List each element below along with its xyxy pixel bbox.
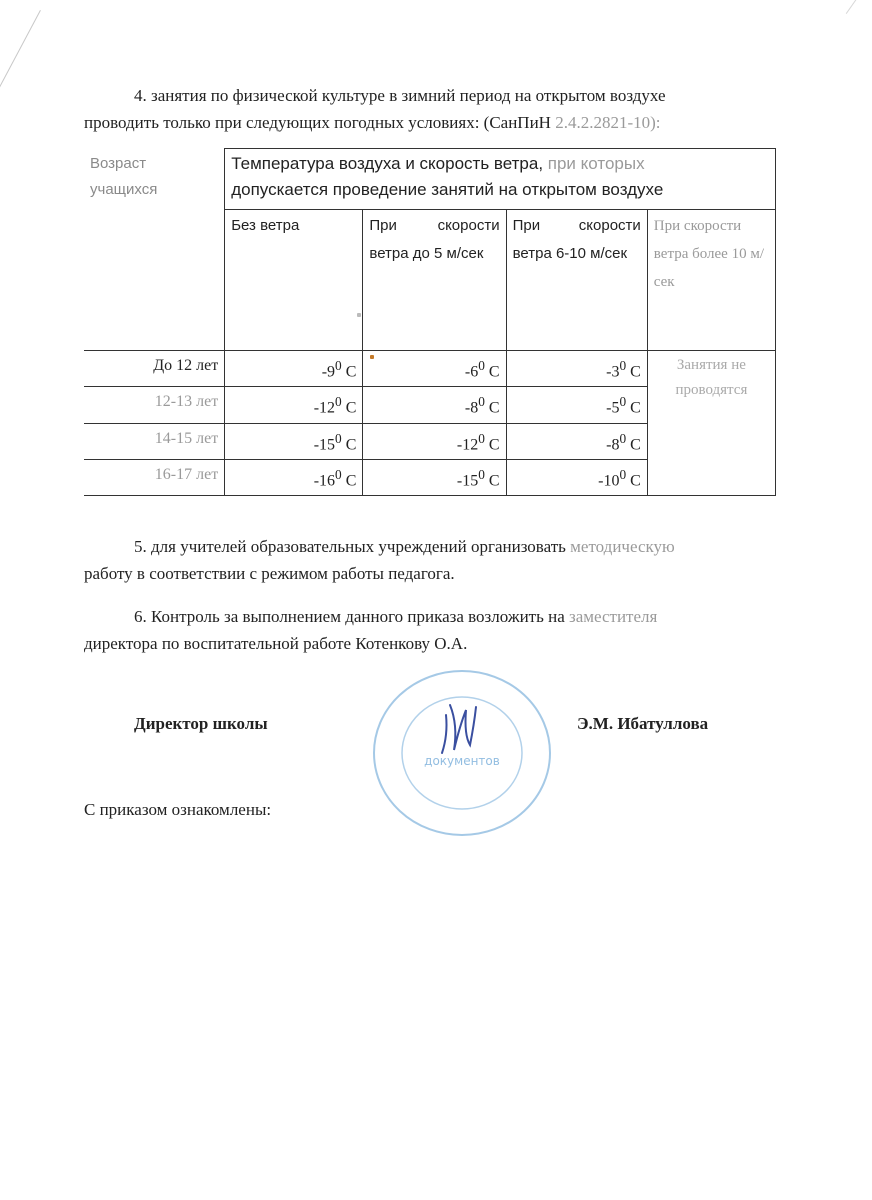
item-4-line2: проводить только при следующих погодных условиях: (СанПиН [84, 113, 551, 132]
item-4-paragraph [84, 82, 796, 136]
temp-wind-6-10 [506, 351, 647, 387]
temp-value: -15 [456, 472, 479, 490]
temp-value: -10 [598, 472, 620, 490]
sub-header-wind-6-10-label: При скорости ветра 6-10 м/сек [512, 217, 641, 262]
temp-wind-6-10 [506, 423, 647, 459]
weather-conditions-table [84, 148, 776, 496]
item-6-line2: директора по воспитательной работе Котенкову О.А. [84, 634, 468, 653]
temp-value: -15 [313, 435, 336, 453]
temperature-header-faded: при которых [543, 154, 645, 173]
age-label: 16-17 лет [154, 465, 219, 483]
temp-value: -6 [464, 363, 479, 381]
no-classes-line1: Занятия не [676, 357, 746, 373]
temp-wind-up-to-5 [363, 423, 506, 459]
unit: С [626, 472, 641, 490]
item-5-line1-faded: методическую [565, 537, 675, 556]
temperature-header-main: Температура воздуха и скорость ветра, [231, 154, 544, 173]
sub-header-wind-up-to-5-label: При скорости ветра до 5 м/сек [369, 217, 500, 262]
age-cell [84, 459, 225, 495]
temp-wind-up-to-5 [363, 387, 506, 423]
sub-header-wind-6-10 [506, 210, 647, 351]
director-name: Э.М. Ибатуллова [577, 714, 709, 733]
item-4-line1: 4. занятия по физической культуре в зимний период на открытом воздухе [134, 86, 666, 105]
sub-header-wind-over-10-label: При скорости ветра более 10 м/сек [653, 218, 764, 290]
temp-value: -3 [606, 363, 620, 381]
degree-sup: 0 [335, 394, 342, 410]
age-cell [84, 387, 225, 423]
unit: С [626, 363, 641, 381]
item-5-line1: 5. для учителей образовательных учреждений организовать [134, 537, 566, 556]
temp-no-wind [225, 351, 363, 387]
temp-value: -16 [313, 472, 336, 490]
degree-sup: 0 [478, 358, 485, 373]
unit: С [484, 399, 500, 417]
age-header-line1: Возраст [90, 154, 147, 172]
scan-speck [357, 313, 361, 317]
item-6-paragraph [84, 603, 796, 657]
degree-sup: 0 [335, 430, 342, 446]
director-title: Директор школы [134, 714, 268, 733]
scan-speck [370, 355, 374, 359]
temp-no-wind [225, 387, 363, 423]
age-cell [84, 351, 225, 387]
item-6-line1: 6. Контроль за выполнением данного приказа возложить на [134, 607, 565, 626]
unit: С [484, 363, 500, 381]
age-header-cell [84, 149, 225, 351]
unit: С [484, 472, 500, 490]
age-label: 12-13 лет [154, 393, 219, 411]
degree-sup: 0 [619, 430, 627, 446]
sub-header-wind-up-to-5 [363, 210, 506, 351]
no-classes-cell [647, 351, 775, 496]
degree-sup: 0 [478, 430, 485, 446]
sub-header-no-wind [225, 210, 363, 351]
item-5-paragraph [84, 533, 796, 587]
unit: С [484, 435, 500, 453]
degree-sup: 0 [619, 358, 627, 373]
temp-wind-6-10 [506, 387, 647, 423]
item-5-line2: работу в соответствии с режимом работы педагога. [84, 564, 455, 583]
stamp-text: документов [424, 754, 500, 768]
handwritten-signature [442, 705, 476, 753]
sub-header-wind-over-10 [647, 210, 775, 351]
age-header-line2: учащихся [90, 180, 158, 198]
temp-wind-up-to-5 [363, 351, 506, 387]
temperature-header-cell [225, 149, 776, 210]
temp-value: -9 [321, 363, 336, 381]
temp-value: -12 [313, 399, 336, 417]
unit: С [341, 472, 357, 490]
age-label: 14-15 лет [154, 429, 219, 447]
item-6-line1-faded: заместителя [564, 607, 658, 626]
temp-value: -8 [606, 435, 620, 453]
table-row [84, 351, 776, 387]
age-label: До 12 лет [153, 357, 219, 374]
degree-sup: 0 [335, 358, 342, 373]
unit: С [341, 363, 357, 381]
temp-value: -8 [464, 399, 479, 417]
temp-no-wind [225, 459, 363, 495]
degree-sup: 0 [478, 394, 485, 410]
scan-artifact-line [0, 10, 76, 109]
temperature-header-line2: допускается проведение занятий на открытом воздухе [231, 180, 664, 199]
scan-artifact-corner [846, 0, 872, 27]
unit: С [341, 435, 357, 453]
item-4-line2-faded: 2.4.2.2821-10): [550, 113, 661, 132]
degree-sup: 0 [619, 394, 627, 410]
age-cell [84, 423, 225, 459]
temp-value: -12 [456, 435, 479, 453]
sub-header-no-wind-label: Без ветра [231, 217, 300, 234]
degree-sup: 0 [478, 466, 485, 482]
no-classes-line2: проводятся [675, 382, 748, 398]
unit: С [341, 399, 357, 417]
temp-value: -5 [606, 399, 620, 417]
unit: С [626, 399, 641, 417]
degree-sup: 0 [619, 466, 627, 482]
unit: С [626, 435, 641, 453]
temp-wind-6-10 [506, 459, 647, 495]
official-stamp [368, 665, 556, 840]
temp-wind-up-to-5 [363, 459, 506, 495]
temp-no-wind [225, 423, 363, 459]
degree-sup: 0 [335, 466, 342, 482]
acknowledgement-line: С приказом ознакомлены: [84, 800, 272, 819]
